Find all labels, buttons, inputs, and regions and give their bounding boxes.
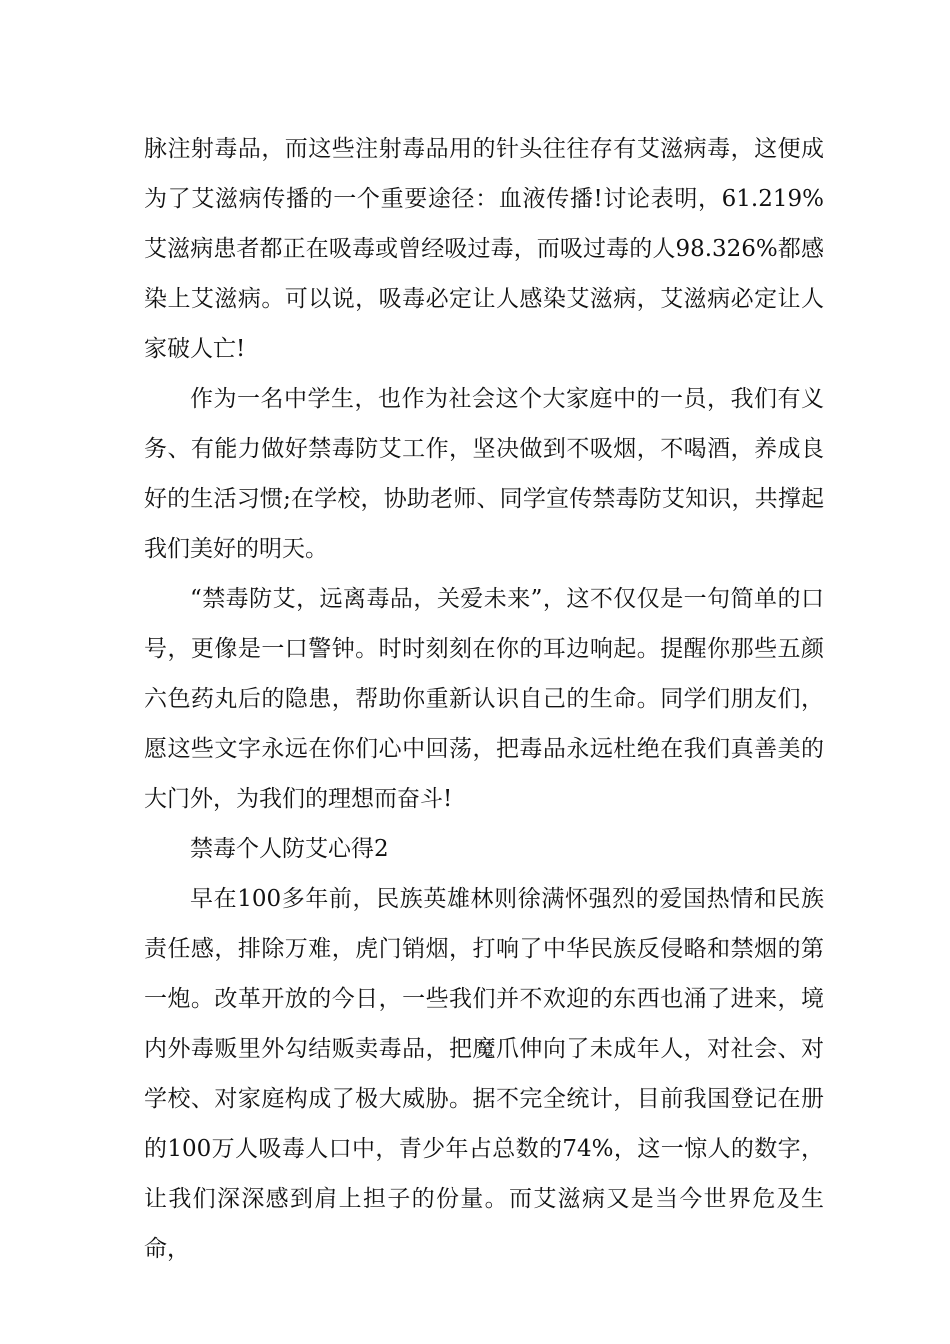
section-heading: 禁毒个人防艾心得2 [190, 836, 389, 862]
document-body [144, 124, 824, 1274]
paragraph-lin-zexu: 早在100多年前，民族英雄林则徐满怀强烈的爱国热情和民族责任感，排除万难，虎门销烟，打响了中华民族反侵略和禁烟的第一炮。改革开放的今日，一些我们并不欢迎的东西也涌了进来，境内外毒贩里外勾结贩卖毒品，把魔爪伸向了未成年人，对社会、对学校、对家庭构成了极大威胁。据不完全统计，目前我国登记在册的100万人吸毒人口中，青少年占总数的74%，这一惊人的数字，让我们深深感到肩上担子的份量。而艾滋病又是当今世界危及生命， [144, 886, 824, 1262]
paragraph-hiv-transmission: 脉注射毒品，而这些注射毒品用的针头往往存有艾滋病毒，这便成为了艾滋病传播的一个重要途径：血液传播!讨论表明，61.219%艾滋病患者都正在吸毒或曾经吸过毒，而吸过毒的人98.326%都感染上艾滋病。可以说，吸毒必定让人感染艾滋病，艾滋病必定让人家破人亡! [144, 136, 824, 362]
paragraph-student-duty: 作为一名中学生，也作为社会这个大家庭中的一员，我们有义务、有能力做好禁毒防艾工作，坚决做到不吸烟，不喝酒，养成良好的生活习惯;在学校，协助老师、同学宣传禁毒防艾知识，共撑起我们美好的明天。 [144, 386, 824, 562]
paragraph-slogan: “禁毒防艾，远离毒品，关爱未来”，这不仅仅是一句简单的口号，更像是一口警钟。时时刻刻在你的耳边响起。提醒你那些五颜六色药丸后的隐患，帮助你重新认识自己的生命。同学们朋友们，愿这些文字永远在你们心中回荡，把毒品永远杜绝在我们真善美的大门外，为我们的理想而奋斗! [144, 586, 824, 812]
